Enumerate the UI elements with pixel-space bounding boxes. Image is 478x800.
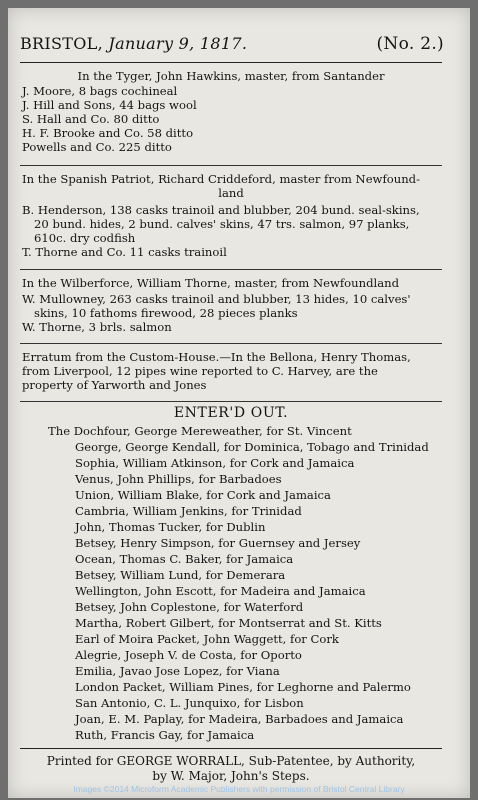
section-heading-patriot: In the Spanish Patriot, Richard Criddeford, master from Newfound-	[22, 172, 421, 186]
vessel-entry: Earl of Moira Packet, John Waggett, for Cork	[75, 632, 339, 646]
list-item: J. Moore, 8 bags cochineal	[22, 84, 178, 98]
list-item: B. Henderson, 138 casks trainoil and blubber, 204 bund. seal-skins,	[22, 203, 420, 217]
vessel-entry: Union, William Blake, for Cork and Jamaica	[75, 488, 331, 502]
vessel-entry: George, George Kendall, for Dominica, Tobago and Trinidad	[75, 440, 429, 454]
masthead	[20, 34, 444, 58]
vessel-entry: John, Thomas Tucker, for Dublin	[75, 520, 266, 534]
divider	[20, 269, 442, 270]
list-item: Powells and Co. 225 ditto	[22, 140, 172, 154]
vessel-entry: Betsey, Henry Simpson, for Guernsey and Jersey	[75, 536, 361, 550]
divider	[20, 401, 442, 402]
section-heading-patriot-cont: land	[218, 186, 244, 200]
masthead-date: BRISTOL, January 9, 1817.	[20, 34, 248, 53]
list-item: H. F. Brooke and Co. 58 ditto	[22, 126, 194, 140]
erratum-line: property of Yarworth and Jones	[22, 378, 207, 392]
entered-out-heading: ENTER'D OUT.	[173, 405, 289, 421]
vessel-entry: Betsey, William Lund, for Demerara	[75, 568, 286, 582]
list-item: T. Thorne and Co. 11 casks trainoil	[22, 245, 227, 259]
vessel-entry: Wellington, John Escott, for Madeira and Jamaica	[75, 584, 366, 598]
vessel-entry: Ocean, Thomas C. Baker, for Jamaica	[75, 552, 294, 566]
section-heading-tyger: In the Tyger, John Hawkins, master, from Santander	[77, 69, 385, 83]
list-item: skins, 10 fathoms firewood, 28 pieces planks	[34, 306, 298, 320]
list-item: 20 bund. hides, 2 bund. calves' skins, 47 trs. salmon, 97 planks,	[34, 217, 410, 231]
vessel-entry: London Packet, William Pines, for Leghorne and Palermo	[75, 680, 411, 694]
issue-number: (No. 2.)	[376, 34, 444, 54]
vessel-entry: Betsey, John Coplestone, for Waterford	[75, 600, 304, 614]
vessel-entry: Sophia, William Atkinson, for Cork and Jamaica	[75, 456, 355, 470]
erratum-line: Erratum from the Custom-House.—In the Bellona, Henry Thomas,	[22, 350, 411, 364]
imprint-line: Printed for GEORGE WORRALL, Sub-Patentee, by Authority,	[46, 754, 416, 768]
list-item: S. Hall and Co. 80 ditto	[22, 112, 160, 126]
vessel-entry: Cambria, William Jenkins, for Trinidad	[75, 504, 302, 518]
list-item: W. Thorne, 3 brls. salmon	[22, 320, 172, 334]
vessel-entry: The Dochfour, George Mereweather, for St. Vincent	[48, 424, 352, 438]
divider	[20, 165, 442, 166]
list-item: J. Hill and Sons, 44 bags wool	[22, 98, 197, 112]
vessel-entry: Venus, John Phillips, for Barbadoes	[75, 472, 282, 486]
erratum-line: from Liverpool, 12 pipes wine reported to C. Harvey, are the	[22, 364, 378, 378]
section-heading-wilberforce: In the Wilberforce, William Thorne, master, from Newfoundland	[22, 276, 400, 290]
imprint-line: by W. Major, John's Steps.	[152, 769, 310, 783]
vessel-entry: Emilia, Javao Jose Lopez, for Viana	[75, 664, 280, 678]
credit-line: Images ©2014 Microform Academic Publishers with permission of Bristol Central Library	[73, 784, 405, 794]
divider	[20, 343, 442, 344]
vessel-entry: Joan, E. M. Paplay, for Madeira, Barbadoes and Jamaica	[75, 712, 404, 726]
vessel-entry: San Antonio, C. L. Junquixo, for Lisbon	[75, 696, 304, 710]
divider	[20, 748, 442, 749]
vessel-entry: Martha, Robert Gilbert, for Montserrat and St. Kitts	[75, 616, 382, 630]
list-item: W. Mullowney, 263 casks trainoil and blubber, 13 hides, 10 calves'	[22, 292, 411, 306]
list-item: 610c. dry codfish	[34, 231, 136, 245]
vessel-entry: Ruth, Francis Gay, for Jamaica	[75, 728, 255, 742]
vessel-entry: Alegrie, Joseph V. de Costa, for Oporto	[75, 648, 302, 662]
divider	[20, 62, 442, 63]
